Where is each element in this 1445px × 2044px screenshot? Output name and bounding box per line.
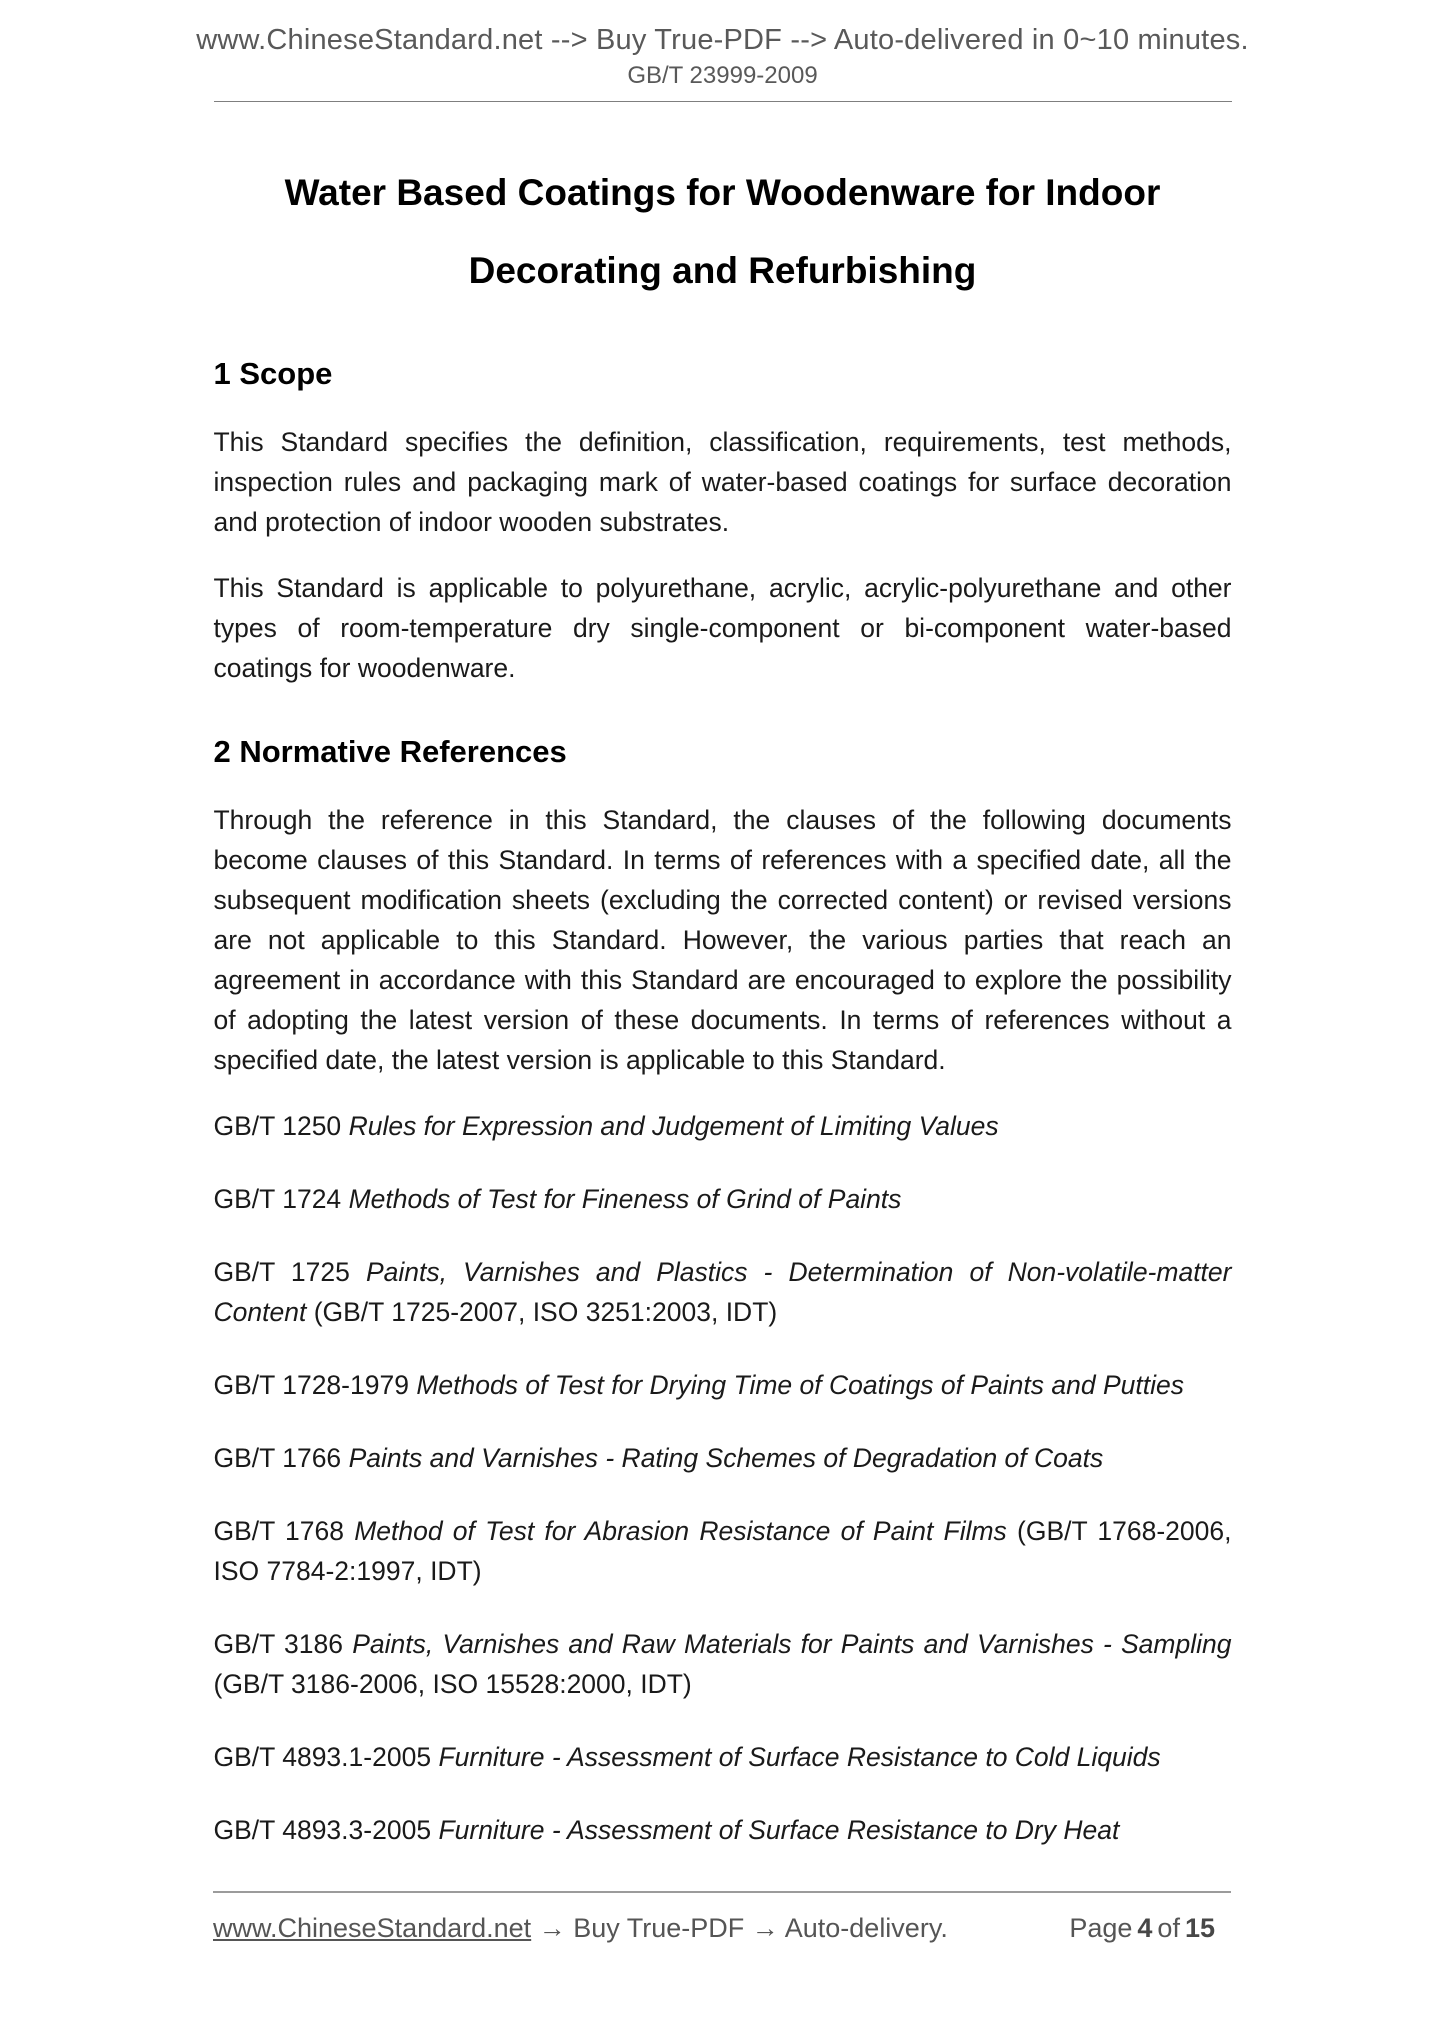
reference-item — [214, 1810, 1232, 1850]
footer-divider — [213, 1891, 1231, 1893]
reference-title: Paints and Varnishes - Rating Schemes of Degradation of Coats — [348, 1443, 1104, 1473]
reference-item — [214, 1737, 1232, 1777]
page-footer — [213, 1913, 1231, 1944]
page-of-label: of — [1157, 1913, 1180, 1943]
reference-code: GB/T 3186 — [213, 1629, 343, 1659]
footer-site-link[interactable]: www.ChineseStandard.net — [213, 1913, 532, 1943]
scope-paragraph-2: This Standard is applicable to polyurethane, acrylic, acrylic-polyurethane and other types of room-temperature dry single-component or bi-component water-based coatings for woodenware. — [213, 573, 1232, 683]
reference-title: Rules for Expression and Judgement of Limiting Values — [348, 1111, 999, 1141]
page-header — [0, 0, 1445, 102]
reference-item — [214, 1179, 1232, 1219]
document-title-line2: Decorating and Refurbishing — [468, 250, 977, 291]
reference-item — [214, 1106, 1232, 1146]
reference-code: GB/T 1728-1979 — [213, 1370, 409, 1400]
page-label: Page — [1069, 1913, 1133, 1943]
reference-item — [214, 1624, 1232, 1704]
page-total: 15 — [1184, 1913, 1215, 1943]
reference-code: GB/T 4893.1-2005 — [213, 1742, 432, 1772]
reference-code: GB/T 1768 — [213, 1516, 345, 1546]
reference-suffix: (GB/T 3186-2006, ISO 15528:2000, IDT) — [213, 1669, 692, 1699]
page-number: 4 — [1137, 1913, 1153, 1943]
document-body — [214, 154, 1232, 1850]
reference-title: Methods of Test for Fineness of Grind of Paints — [348, 1184, 902, 1214]
page-indicator — [1064, 1913, 1231, 1944]
reference-title: Paints, Varnishes and Plastics - Determination of Non-volatile-matter Content — [213, 1257, 1232, 1327]
reference-code: GB/T 1250 — [213, 1111, 342, 1141]
reference-title: Method of Test for Abrasion Resistance of Paint Films — [354, 1516, 1007, 1546]
reference-item — [214, 1438, 1232, 1478]
reference-item — [214, 1252, 1232, 1332]
header-watermark-line: www.ChineseStandard.net --> Buy True-PDF --> Auto-delivered in 0~10 minutes. — [196, 24, 1249, 56]
reference-code: GB/T 4893.3-2005 — [213, 1815, 432, 1845]
reference-title: Methods of Test for Drying Time of Coatings of Paints and Putties — [416, 1370, 1184, 1400]
reference-item — [214, 1365, 1232, 1405]
document-title-line1: Water Based Coatings for Woodenware for Indoor — [284, 172, 1161, 213]
normative-references-paragraph: Through the reference in this Standard, the clauses of the following documents become clauses of this Standard. In terms of references with a specified date, all the subsequent modification sheets (excluding the corrected content) or revised versions are not applicable to this Standard. However, the various parties that reach an agreement in accordance with this Standard are encouraged to explore the possibility of adopting the latest version of these documents. In terms of references without a specified date, the latest version is applicable to this Standard. — [213, 805, 1232, 1075]
scope-paragraph-1: This Standard specifies the definition, classification, requirements, test methods, inspection rules and packaging mark of water-based coatings for surface decoration and protection of indoor wooden substrates. — [213, 427, 1232, 537]
reference-item — [214, 1511, 1232, 1591]
section-heading-normative-references: 2 Normative References — [213, 734, 567, 769]
document-title — [214, 154, 1232, 310]
standard-number: GB/T 23999-2009 — [627, 62, 818, 89]
reference-title: Paints, Varnishes and Raw Materials for Paints and Varnishes - Sampling — [352, 1629, 1232, 1659]
footer-site-line — [213, 1913, 948, 1944]
reference-title: Furniture - Assessment of Surface Resistance to Dry Heat — [438, 1815, 1120, 1845]
header-divider — [214, 101, 1232, 102]
reference-suffix: (GB/T 1768-2006, ISO 7784-2:1997, IDT) — [213, 1516, 1232, 1586]
section-heading-scope: 1 Scope — [213, 356, 333, 391]
reference-code: GB/T 1766 — [213, 1443, 342, 1473]
reference-code: GB/T 1725 — [213, 1257, 350, 1287]
footer-site-rest: → Buy True-PDF → Auto-delivery. — [531, 1913, 948, 1943]
reference-code: GB/T 1724 — [213, 1184, 342, 1214]
reference-title: Furniture - Assessment of Surface Resistance to Cold Liquids — [438, 1742, 1161, 1772]
reference-suffix: (GB/T 1725-2007, ISO 3251:2003, IDT) — [306, 1297, 778, 1327]
